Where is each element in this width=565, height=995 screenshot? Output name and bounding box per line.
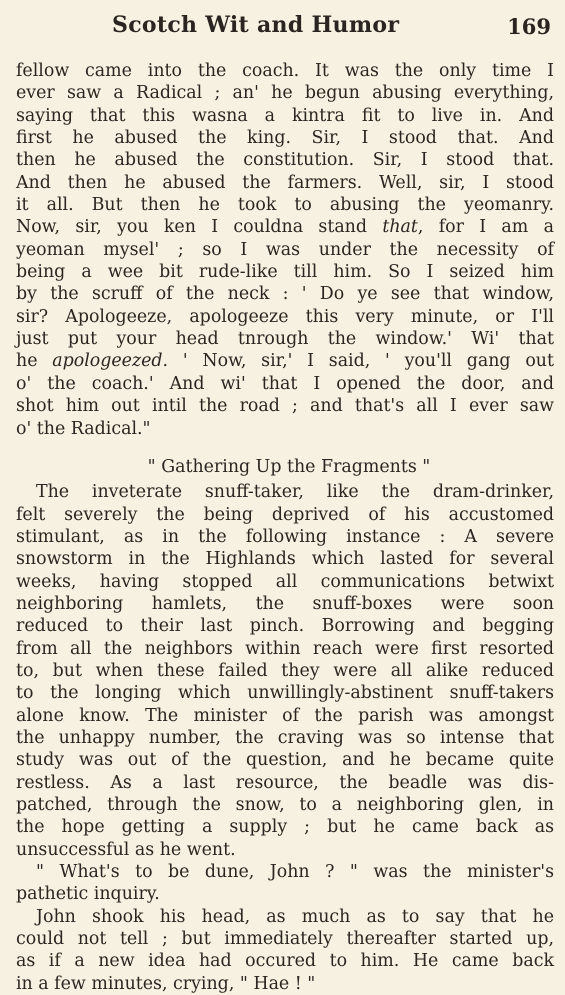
text-line: patched, through the snow, to a neighboring glen, in xyxy=(16,795,554,815)
text-line: as if a new idea had occured to him. He came back xyxy=(16,951,554,972)
text-line: unsuccessful as he went. xyxy=(16,839,236,860)
paragraph xyxy=(16,906,554,995)
text-line: shot him out intil the road ; and that's all I ever saw xyxy=(16,396,554,417)
text-line: weeks, having stopped all communications betwixt xyxy=(16,571,554,592)
section-heading: " Gathering Up the Fragments " xyxy=(147,456,431,477)
text-line: stimulant, as in the following instance : A severe xyxy=(16,526,554,547)
text-line: reduced to their last pinch. Borrowing and begging xyxy=(16,616,554,637)
text-line: to the longing which unwillingly-abstinent snuff-takers xyxy=(16,683,554,704)
text-line: o' the Radical." xyxy=(16,418,151,439)
page-number: 169 xyxy=(507,14,551,39)
text-line: it all. But then he took to abusing the yeomanry. xyxy=(16,195,554,216)
text-line: yeoman mysel' ; so I was under the necessity of xyxy=(16,239,554,260)
text-line: John shook his head, as much as to say that he xyxy=(36,906,554,927)
text-line: The inveterate snuff-taker, like the dram-drinker, xyxy=(36,482,554,503)
text-line: restless. As a last resource, the beadle was dis- xyxy=(16,772,554,793)
text-line: ever saw a Radical ; an' he begun abusing everything, xyxy=(16,83,554,104)
text-line: by the scruff of the neck : ' Do ye see that window, xyxy=(16,284,554,305)
text-line: And then he abused the farmers. Well, sir, I stood xyxy=(16,172,554,193)
page-header xyxy=(0,12,565,44)
body-text xyxy=(16,60,554,995)
paragraph xyxy=(16,60,554,440)
text-line: in a few minutes, crying, " Hae ! " xyxy=(16,973,316,994)
text-line: neighboring hamlets, the snuff-boxes were soon xyxy=(16,593,554,614)
text-line: from all the neighbors within reach were first resorted xyxy=(16,638,554,659)
italic-word: apologeezed. xyxy=(52,351,169,372)
paragraph xyxy=(16,861,554,906)
text-line: the hope getting a supply ; but he came back as xyxy=(16,817,554,838)
text-line: fellow came into the coach. It was the only time I xyxy=(16,61,554,81)
text-line: sir? Apologeeze, apologeeze this very minute, or I'll xyxy=(16,306,554,327)
text-line: saying that this wasna a kintra fit to live in. And xyxy=(16,105,554,126)
text-line: first he abused the king. Sir, I stood that. And xyxy=(16,128,554,149)
text-line: the unhappy number, the craving was so intense that xyxy=(16,727,554,748)
text-line: pathetic inquiry. xyxy=(16,884,160,905)
italic-word: that xyxy=(382,217,418,238)
paragraph xyxy=(16,481,554,861)
text-line: being a wee bit rude-like till him. So I seized him xyxy=(16,262,554,283)
text-line: o' the coach.' And wi' that I opened the door, and xyxy=(16,373,554,394)
text-line: could not tell ; but immediately thereafter started up, xyxy=(16,929,554,950)
text-line: felt severely the being deprived of his accustomed xyxy=(16,504,554,525)
text-line: alone know. The minister of the parish was amongst xyxy=(16,705,554,726)
text-line: study was out of the question, and he became quite xyxy=(16,750,554,771)
text-line: " What's to be dune, John ? " was the minister's xyxy=(36,862,554,883)
text-line: then he abused the constitution. Sir, I stood that. xyxy=(16,150,554,171)
text-line: to, but when these failed they were all alike reduced xyxy=(16,660,554,681)
running-title: Scotch Wit and Humor xyxy=(112,12,400,38)
text-line: he apologeezed. ' Now, sir,' I said, ' you'll gang out xyxy=(16,351,554,372)
text-line: Now, sir, you ken I couldna stand that, for I am a xyxy=(16,217,554,238)
text-line: snowstorm in the Highlands which lasted for several xyxy=(16,549,554,570)
text-line: just put your head tnrough the window.' Wi' that xyxy=(16,329,554,350)
